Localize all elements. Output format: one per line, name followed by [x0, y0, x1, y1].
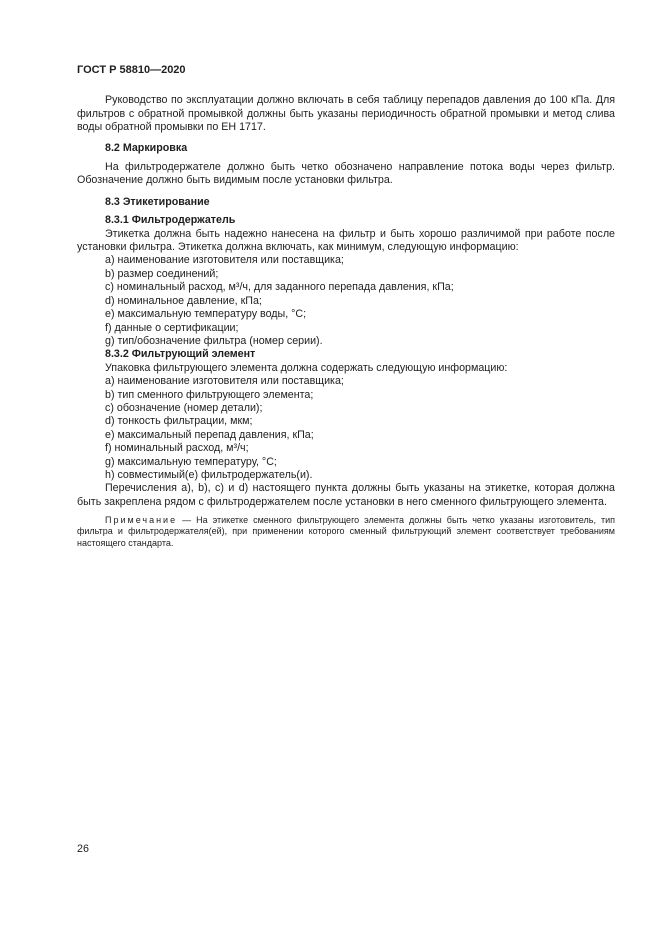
section-8-2-title: 8.2 Маркировка [105, 141, 188, 154]
section-8-3-title: 8.3 Этикетирование [105, 195, 210, 208]
list-item: d) тонкость фильтрации, мкм; [105, 415, 253, 428]
list-item: g) максимальную температуру, °С; [105, 455, 277, 468]
element-label-list [77, 375, 615, 482]
note-paragraph [77, 515, 615, 549]
list-item: b) размер соединений; [105, 267, 219, 280]
note-label: Примечание [105, 515, 178, 526]
list-item: e) максимальный перепад давления, кПа; [105, 428, 314, 441]
list-item: a) наименование изготовителя или поставщика; [105, 375, 344, 388]
section-8-3-2-title: 8.3.2 Фильтрующий элемент [105, 348, 256, 361]
list-item: h) совместимый(е) фильтродержатель(и). [105, 468, 313, 481]
page-number: 26 [77, 843, 89, 855]
list-item: e) максимальную температуру воды, °С; [105, 308, 307, 321]
list-item: f) данные о сертификации; [105, 321, 239, 334]
enumeration-note-paragraph: Перечисления a), b), c) и d) настоящего пункта должны быть указаны на этикетке, которая должна быть закреплена рядом с фильтродержателем после установки в него сменного фильтрующего элемента. [77, 482, 615, 508]
list-item: a) наименование изготовителя или поставщика; [105, 254, 344, 267]
document-header: ГОСТ Р 58810—2020 [77, 64, 186, 76]
list-item: c) обозначение (номер детали); [105, 401, 263, 414]
list-item: c) номинальный расход, м³/ч, для заданного перепада давления, кПа; [105, 281, 454, 294]
list-item: f) номинальный расход, м³/ч; [105, 442, 249, 455]
list-item: g) тип/обозначение фильтра (номер серии). [105, 334, 323, 347]
section-8-3-1-text: Этикетка должна быть надежно нанесена на фильтр и быть хорошо различимой при работе после установки фильтра. Этикетка должна включать, как минимум, следующую информацию: [77, 227, 615, 254]
note-text: — На этикетке сменного фильтрующего элемента должны быть четко указаны изготовитель, тип фильтра и фильтродержателя(ей), при применении которого сменный фильтрующий элемент соответствует требованиям настоящего стандарта. [77, 515, 615, 548]
list-item: d) номинальное давление, кПа; [105, 294, 262, 307]
list-item: b) тип сменного фильтрующего элемента; [105, 388, 314, 401]
section-8-3-2-text: Упаковка фильтрующего элемента должна содержать следующую информацию: [105, 361, 508, 374]
section-8-2-text: На фильтродержателе должно быть четко обозначено направление потока воды через фильтр. Обозначение должно быть видимым после установки фильтра. [77, 161, 615, 187]
intro-paragraph: Руководство по эксплуатации должно включать в себя таблицу перепадов давления до 100 кПа. Для фильтров с обратной промывкой должны быть указаны периодичность обратной промывки и метод слива воды обратной промывки по ЕН 1717. [77, 94, 615, 134]
section-8-3-1-title: 8.3.1 Фильтродержатель [105, 214, 236, 227]
holder-label-list [77, 254, 615, 348]
